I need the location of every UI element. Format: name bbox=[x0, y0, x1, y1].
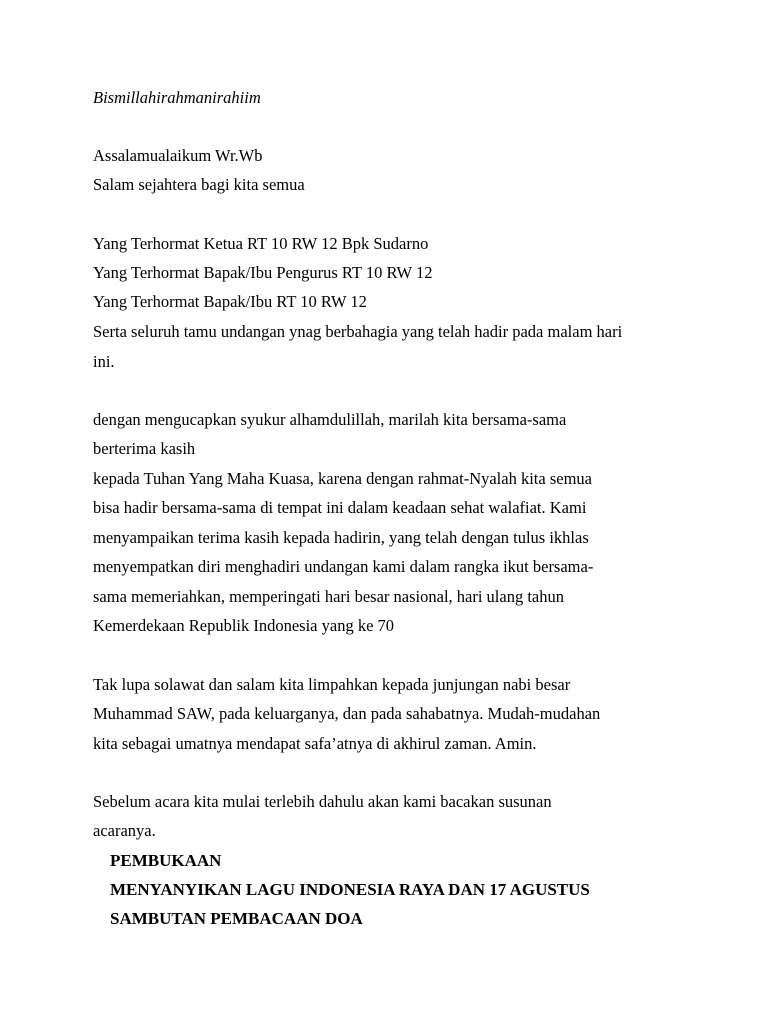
paragraph1-line-2: berterima kasih bbox=[93, 439, 196, 458]
paragraph1-line-6: menyempatkan diri menghadiri undangan kami dalam rangka ikut bersama- bbox=[93, 557, 594, 576]
honorific-line-3: Yang Terhormat Bapak/Ibu RT 10 RW 12 bbox=[93, 292, 367, 311]
agenda-item-3: SAMBUTAN PEMBACAAN DOA bbox=[110, 909, 363, 928]
honorific-line-5: ini. bbox=[93, 352, 115, 371]
paragraph3-line-2: acaranya. bbox=[93, 821, 156, 840]
paragraph3-line-1: Sebelum acara kita mulai terlebih dahulu akan kami bacakan susunan bbox=[93, 792, 552, 811]
paragraph2-line-3: kita sebagai umatnya mendapat safa’atnya di akhirul zaman. Amin. bbox=[93, 734, 537, 753]
opening-line: Bismillahirahmanirahiim bbox=[93, 88, 261, 107]
paragraph2-line-2: Muhammad SAW, pada keluarganya, dan pada sahabatnya. Mudah-mudahan bbox=[93, 704, 601, 723]
agenda-item-1: PEMBUKAAN bbox=[110, 851, 222, 870]
honorific-line-4: Serta seluruh tamu undangan ynag berbahagia yang telah hadir pada malam hari bbox=[93, 322, 623, 341]
honorific-line-2: Yang Terhormat Bapak/Ibu Pengurus RT 10 RW 12 bbox=[93, 263, 433, 282]
paragraph1-line-8: Kemerdekaan Republik Indonesia yang ke 70 bbox=[93, 616, 395, 635]
paragraph1-line-4: bisa hadir bersama-sama di tempat ini dalam keadaan sehat walafiat. Kami bbox=[93, 498, 587, 517]
paragraph1-line-1: dengan mengucapkan syukur alhamdulillah, marilah kita bersama-sama bbox=[93, 410, 567, 429]
paragraph1-line-7: sama memeriahkan, memperingati hari besar nasional, hari ulang tahun bbox=[93, 587, 564, 606]
agenda-item-2: MENYANYIKAN LAGU INDONESIA RAYA DAN 17 AGUSTUS bbox=[110, 880, 590, 899]
paragraph1-line-3: kepada Tuhan Yang Maha Kuasa, karena dengan rahmat-Nyalah kita semua bbox=[93, 469, 592, 488]
greeting-line-2: Salam sejahtera bagi kita semua bbox=[93, 175, 305, 194]
paragraph2-line-1: Tak lupa solawat dan salam kita limpahkan kepada junjungan nabi besar bbox=[93, 675, 571, 694]
greeting-line-1: Assalamualaikum Wr.Wb bbox=[93, 146, 263, 165]
paragraph1-line-5: menyampaikan terima kasih kepada hadirin, yang telah dengan tulus ikhlas bbox=[93, 528, 589, 547]
honorific-line-1: Yang Terhormat Ketua RT 10 RW 12 Bpk Sudarno bbox=[93, 234, 429, 253]
